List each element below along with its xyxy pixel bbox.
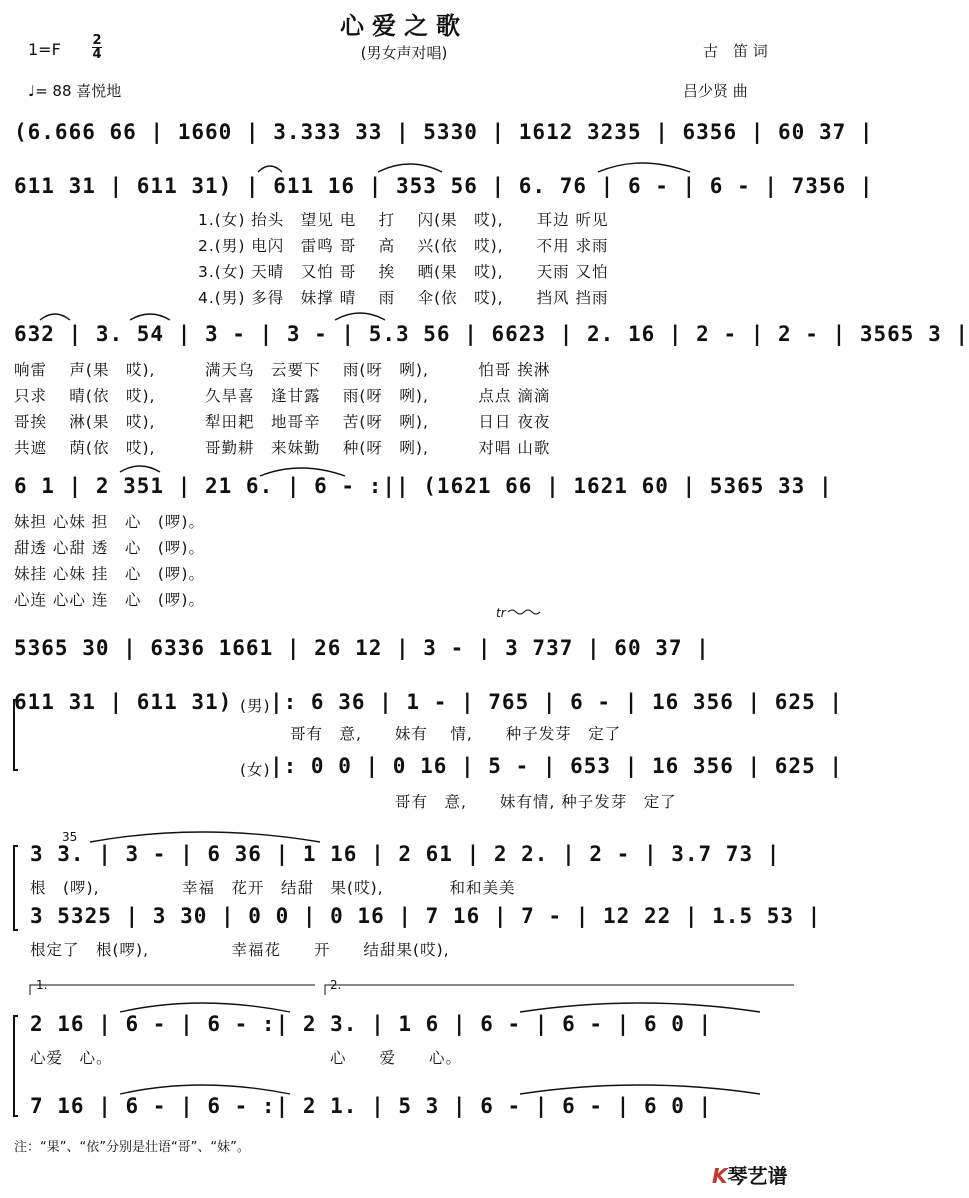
slur-mark [598, 163, 690, 172]
lyric-ending-1: 心爱 心。 [30, 1049, 113, 1067]
trill-mark: tr [496, 606, 506, 620]
time-signature-bottom: 4 [92, 47, 102, 62]
lyric-verse-4b: 共遮 荫(依 哎), 哥勤耕 来妹勤 种(呀 咧), 对唱 山歌 [14, 439, 551, 457]
slur-mark [335, 313, 385, 320]
lyric-verse-1b: 响雷 声(果 哎), 满天乌 云要下 雨(呀 咧), 怕哥 挨淋 [14, 361, 551, 379]
lyric-duet-female-1: 哥有 意, 妹有情, 种子发芽 定了 [395, 793, 677, 811]
lyric-verse-4a: 4.(男) 多得 妹撑 晴 雨 伞(依 哎), 挡风 挡雨 [198, 289, 609, 307]
slur-mark [520, 1003, 760, 1012]
key-signature: 1=F [28, 40, 61, 59]
lyric-verse-3c: 妹挂 心妹 挂 心 (啰)。 [14, 565, 205, 583]
notation-row-2: 611 31 | 611 31) | 611 16 | 353 56 | 6. 76 | 6 - | 6 - | 7356 | [14, 174, 874, 198]
slur-mark [520, 1085, 760, 1094]
song-title: 心爱之歌 [340, 12, 468, 40]
lyric-verse-2a: 2.(男) 电闪 雷鸣 哥 高 兴(依 哎), 不用 求雨 [198, 237, 609, 255]
tempo-marking: ♩= 88 喜悦地 [28, 82, 122, 100]
grace-note-mark: 35 [62, 830, 78, 844]
notation-row-1: (6.666 66 | 1660 | 3.333 33 | 5330 | 1612 3235 | 6356 | 60 37 | [14, 120, 874, 144]
lyric-duet-male-2: 根 (啰), 幸福 花开 结甜 果(哎), 和和美美 [30, 879, 516, 897]
volta-line [30, 985, 315, 995]
song-subtitle: (男女声对唱) [360, 44, 448, 62]
volta-first-label: 1. [36, 978, 48, 992]
time-signature-top: 2 [92, 33, 102, 48]
slur-mark [120, 1085, 290, 1094]
slur-mark [258, 166, 282, 172]
female-voice-mark: (女) [240, 761, 271, 779]
notation-row-7-female: 3 5325 | 3 30 | 0 0 | 0 16 | 7 16 | 7 - | 12 22 | 1.5 53 | [30, 904, 822, 928]
notation-row-6-female: |: 0 0 | 0 16 | 5 - | 653 | 16 356 | 625 | [270, 754, 844, 778]
slur-mark [90, 832, 320, 842]
lyric-verse-3a: 3.(女) 天晴 又怕 哥 挨 晒(果 哎), 天雨 又怕 [198, 263, 609, 281]
system-bracket [14, 700, 18, 770]
trill-wave [508, 610, 540, 614]
notation-row-8-male: 2 16 | 6 - | 6 - :| 2 3. | 1 6 | 6 - | 6 - | 6 0 | [30, 1012, 713, 1036]
slur-mark [40, 314, 70, 320]
composer-credit: 吕少贤 曲 [683, 82, 748, 100]
lyric-duet-male-1: 哥有 意, 妹有 情, 种子发芽 定了 [290, 725, 622, 743]
slur-mark [120, 1003, 290, 1012]
notation-row-8-female: 7 16 | 6 - | 6 - :| 2 1. | 5 3 | 6 - | 6 - | 6 0 | [30, 1094, 713, 1118]
lyric-verse-4c: 心连 心心 连 心 (啰)。 [14, 591, 205, 609]
volta-second-label: 2. [330, 978, 342, 992]
notation-row-6-male: |: 6 36 | 1 - | 765 | 6 - | 16 356 | 625 | [270, 690, 844, 714]
system-bracket [14, 846, 18, 930]
lyric-verse-1a: 1.(女) 抬头 望见 电 打 闪(果 哎), 耳边 听见 [198, 211, 609, 229]
lyric-verse-3b: 哥挨 淋(果 哎), 犁田耙 地哥辛 苦(呀 咧), 日日 夜夜 [14, 413, 551, 431]
male-voice-mark: (男) [240, 697, 271, 715]
notation-row-4: 6 1 | 2 351 | 21 6. | 6 - :|| (1621 66 | 1621 60 | 5365 33 | [14, 474, 833, 498]
notation-row-3: 632 | 3. 54 | 3 - | 3 - | 5.3 56 | 6623 | 2. 16 | 2 - | 2 - | 3565 3 | [14, 322, 969, 346]
lyric-ending-2: 心 爱 心。 [330, 1049, 463, 1067]
lyric-verse-2b: 只求 晴(依 哎), 久旱喜 逢甘露 雨(呀 咧), 点点 滴滴 [14, 387, 551, 405]
slur-mark [260, 468, 345, 476]
volta-line [325, 985, 794, 995]
slur-mark [378, 164, 442, 172]
logo-text: 琴艺谱 [727, 1164, 788, 1188]
slur-mark [130, 314, 170, 320]
lyric-verse-2c: 甜透 心甜 透 心 (啰)。 [14, 539, 205, 557]
logo-mark-icon: K [712, 1164, 728, 1188]
notation-row-5: 5365 30 | 6336 1661 | 26 12 | 3 - | 3 737 | 60 37 | [14, 636, 710, 660]
lyric-verse-1c: 妹担 心妹 担 心 (啰)。 [14, 513, 205, 531]
footnote: 注：“果”、“依”分别是壮语“哥”、“妹”。 [14, 1140, 250, 1155]
lyric-duet-female-2: 根定了 根(啰), 幸福花 开 结甜果(哎), [30, 941, 450, 959]
lyricist-credit: 古 笛 词 [703, 42, 768, 60]
system-bracket [14, 1016, 18, 1116]
notation-row-6-intro: 611 31 | 611 31) [14, 690, 233, 714]
slur-mark [120, 466, 160, 472]
notation-row-7-male: 3 3. | 3 - | 6 36 | 1 16 | 2 61 | 2 2. | 2 - | 3.7 73 | [30, 842, 781, 866]
